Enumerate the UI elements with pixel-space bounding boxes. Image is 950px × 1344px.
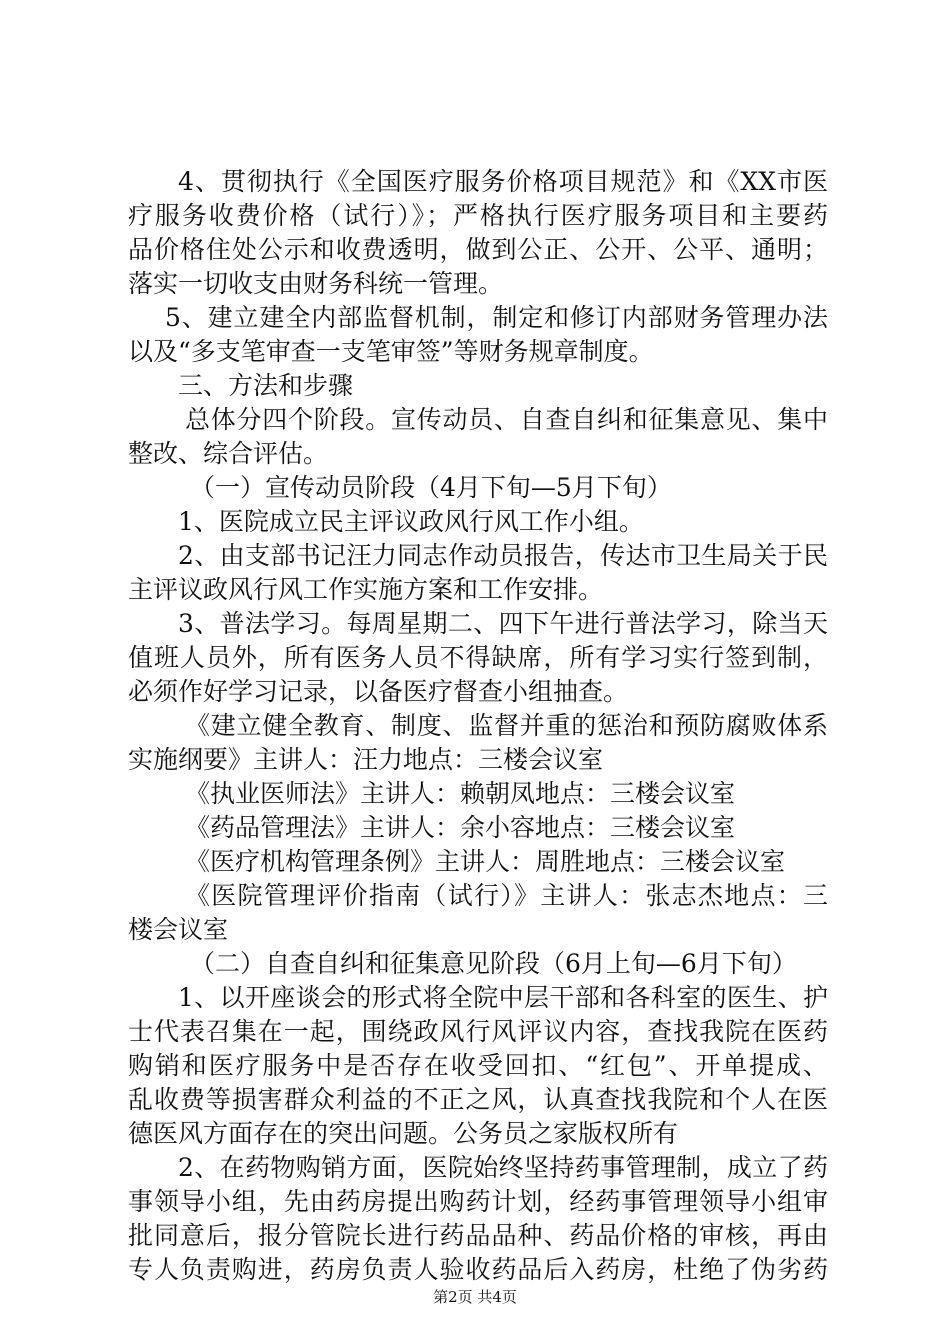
text-line: 1、医院成立民主评议政风行风工作小组。: [178, 507, 644, 536]
text-line: （一）宣传动员阶段（4月下旬—5月下旬）: [190, 473, 672, 502]
text-line: 3、普法学习。每周星期二、四下午进行普法学习，除当天: [178, 609, 828, 638]
text-line: 《建立健全教育、制度、监督并重的惩治和预防腐败体系: [185, 711, 828, 740]
text-line: 落实一切收支由财务科统一管理。: [128, 269, 504, 298]
text-line: 德医风方面存在的突出问题。公务员之家版权所有: [128, 1119, 679, 1148]
text-line: 主评议政风行风工作实施方案和工作安排。: [128, 575, 604, 604]
text-line: 《药品管理法》主讲人：余小容地点：三楼会议室: [185, 813, 736, 842]
page-footer: 第2页 共4页: [433, 1288, 517, 1306]
text-line: 乱收费等损害群众利益的不正之风，认真查找我院和个人在医: [128, 1085, 828, 1114]
text-line: 5、建立建全内部监督机制，制定和修订内部财务管理办法: [165, 303, 828, 332]
text-line: 楼会议室: [128, 915, 229, 944]
text-line: 4、贯彻执行《全国医疗服务价格项目规范》和《XX市医: [178, 167, 828, 196]
text-line: 2、由支部书记汪力同志作动员报告，传达市卫生局关于民: [178, 541, 828, 570]
text-line: 事领导小组，先由药房提出购药计划，经药事管理领导小组审: [128, 1187, 828, 1216]
text-line: 疗服务收费价格（试行）》；严格执行医疗服务项目和主要药: [128, 201, 828, 230]
text-line: 以及“多支笔审查一支笔审签”等财务规章制度。: [128, 337, 654, 366]
text-line: 《执业医师法》主讲人：赖朝凤地点：三楼会议室: [185, 779, 736, 808]
text-line: 值班人员外，所有医务人员不得缺席，所有学习实行签到制，: [128, 643, 828, 672]
text-line: 整改、综合评估。: [128, 439, 329, 468]
text-line: 三、方法和步骤: [178, 371, 354, 400]
text-line: 总体分四个阶段。宣传动员、自查自纠和征集意见、集中: [185, 405, 828, 434]
text-line: 购销和医疗服务中是否存在收受回扣、“红包”、开单提成、: [128, 1051, 828, 1080]
text-line: 品价格住处公示和收费透明，做到公正、公开、公平、通明；: [128, 235, 828, 264]
text-line: 《医疗机构管理条例》主讲人：周胜地点：三楼会议室: [185, 847, 786, 876]
text-line: 必须作好学习记录，以备医疗督查小组抽查。: [128, 677, 629, 706]
text-line: 专人负责购进，药房负责人验收药品后入药房，杜绝了伪劣药: [128, 1255, 828, 1284]
text-line: 实施纲要》主讲人：汪力地点：三楼会议室: [128, 745, 604, 774]
text-line: 1、以开座谈会的形式将全院中层干部和各科室的医生、护: [178, 983, 828, 1012]
text-line: 《医院管理评价指南（试行）》主讲人：张志杰地点：三: [185, 881, 828, 910]
text-line: 批同意后，报分管院长进行药品品种、药品价格的审核，再由: [128, 1221, 828, 1250]
text-line: 2、在药物购销方面，医院始终坚持药事管理制，成立了药: [178, 1153, 828, 1182]
text-line: 士代表召集在一起，围绕政风行风评议内容，查找我院在医药: [128, 1017, 828, 1046]
text-line: （二）自查自纠和征集意见阶段（6月上旬—6月下旬）: [190, 949, 797, 978]
